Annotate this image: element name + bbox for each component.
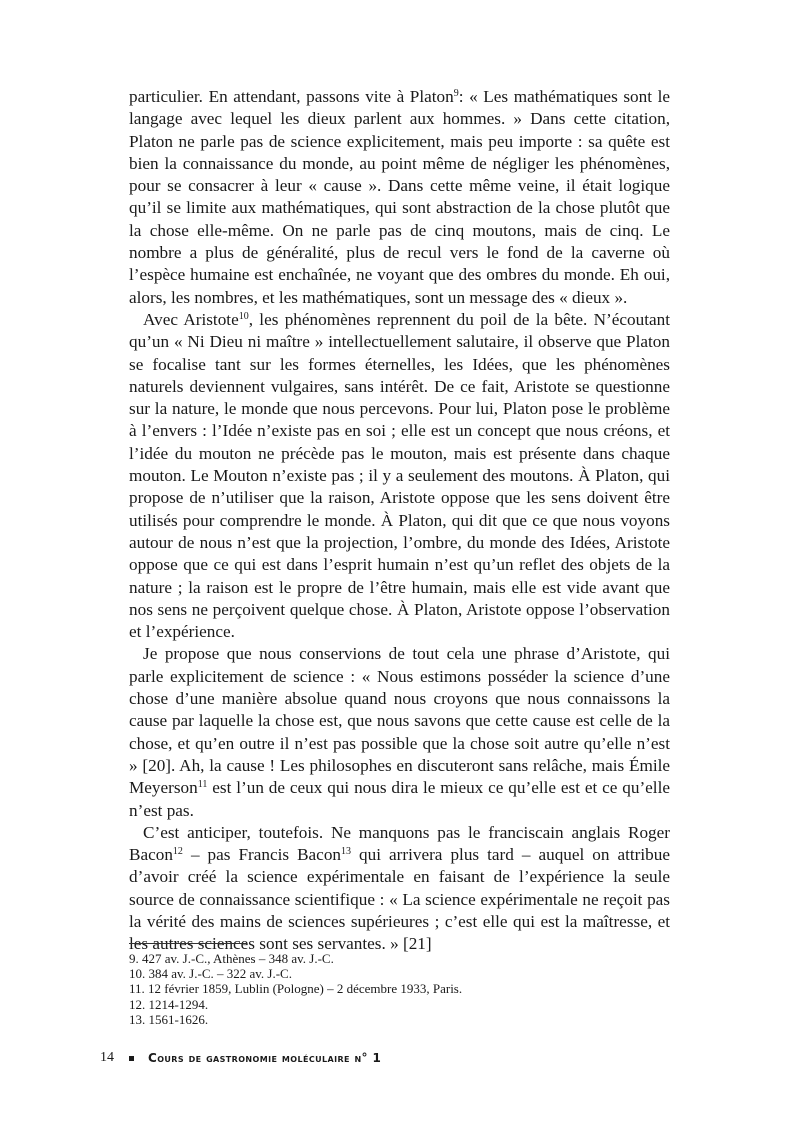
square-bullet-icon xyxy=(129,1056,134,1061)
text-run: Je propose que nous conservions de tout cela une phrase d’Aristote, qui parle explicitement de science : « Nous estimons posséder la science d’une chose d’une manière absolue quand nous croyons que nous connaissons la cause par laquelle la chose est, que nous savons que cette cause est celle de la chose, et qu’en outre il n’est pas possible que la chose soit autre qu’elle n’est » [20]. Ah, la cause ! Les philosophes en discuteront sans relâche, mais Émile Meyerson xyxy=(129,644,670,798)
page-body xyxy=(129,86,670,956)
text-run: : « Les mathématiques sont le langage avec lequel les dieux parlent aux hommes. » Dans cette citation, Platon ne parle pas de science explicitement, mais peu importe : sa quête est bien la connaissance du monde, au point même de négliger les phénomènes, pour se consacrer à leur « cause ». Dans cette même veine, il était logique qu’il se limite aux mathématiques, qui sont abstraction de la chose plutôt que la chose elle-même. On ne parle pas de cinq moutons, mais de cinq. Le nombre a plus de généralité, plus de recul vers le fond de la caverne où l’espèce humaine est enchaînée, ne voyant que des ombres du monde. Eh oui, alors, les nombres, et les mathématiques, sont un message des « dieux ». xyxy=(129,87,670,307)
paragraph xyxy=(129,822,670,956)
page-number: 14 xyxy=(100,1050,114,1065)
paragraph xyxy=(129,643,670,821)
footnote-ref[interactable]: 13 xyxy=(341,846,352,858)
footnote-ref[interactable]: 12 xyxy=(172,846,183,858)
text-run: – pas Francis Bacon xyxy=(182,845,342,865)
page-footer xyxy=(100,1050,382,1066)
footnote-13: 13. 1561-1626. xyxy=(129,1011,209,1027)
footnote-10: 10. 384 av. J.-C. – 322 av. J.-C. xyxy=(129,966,292,982)
text-run: particulier. En attendant, passons vite à Platon xyxy=(129,87,454,106)
footnote-rule xyxy=(129,943,247,944)
running-title: Cours de gastronomie moléculaire n° 1 xyxy=(148,1051,382,1065)
footnote-11: 11. 12 février 1859, Lublin (Pologne) – 2 décembre 1933, Paris. xyxy=(129,981,463,997)
paragraph xyxy=(129,309,670,643)
text-run: , les phénomènes reprennent du poil de la bête. N’écoutant qu’un « Ni Dieu ni maître » intellectuellement salutaire, il observe que Platon se focalise tant sur les formes éternelles, les Idées, que les phénomènes naturels deviennent vulgaires, sans intérêt. De ce fait, Aristote se questionne sur la nature, le monde que nous percevons. Pour lui, Platon pose le problème à l’envers : l’Idée n’existe pas en soi ; elle est un concept que nous créons, et l’idée du mouton ne précède pas le mouton, mais est présente dans chaque mouton. Le Mouton n’existe pas ; il y a seulement des moutons. À Platon, qui propose de n’utiliser que la raison, Aristote oppose que les sens doivent être utilisés pour comprendre le monde. À Platon, qui dit que ce que nous voyons autour de nous n’est que la projection, l’ombre, du monde des Idées, Aristote oppose que ce qui est dans l’esprit humain n’est qu’un reflet des objets de la nature ; la raison est le propre de l’être humain, mais elle est vide avant que nos sens ne perçoivent quelque chose. À Platon, Aristote oppose l’observation et l’expérience. xyxy=(129,309,670,642)
text-run: Avec Aristote xyxy=(143,309,239,329)
footnote-ref[interactable]: 9 xyxy=(453,88,459,99)
text-run: est l’un de ceux qui nous dira le mieux ce qu’elle est et ce qu’elle n’est pas. xyxy=(129,778,670,820)
footnotes xyxy=(129,951,670,1027)
text-run: C’est anticiper, toutefois. Ne manquons pas le franciscain anglais Roger Bacon xyxy=(129,822,670,865)
footnote-9: 9. 427 av. J.-C., Athènes – 348 av. J.-C. xyxy=(129,951,334,966)
footnote-ref[interactable]: 11 xyxy=(197,779,208,791)
footnote-12: 12. 1214-1294. xyxy=(129,996,209,1012)
body-text xyxy=(129,86,670,956)
footnote-ref[interactable]: 10 xyxy=(238,310,249,322)
paragraph xyxy=(129,86,670,309)
text-run: qui arrivera plus tard – auquel on attribue d’avoir créé la science expérimentale en faisant de l’expérience la seule source de connaissance scientifique : « La science expérimentale ne reçoit pas la vérité des mains de sciences supérieures ; c’est elle qui est la maîtresse, et les autres sciences sont ses servantes. » [21] xyxy=(129,845,671,954)
